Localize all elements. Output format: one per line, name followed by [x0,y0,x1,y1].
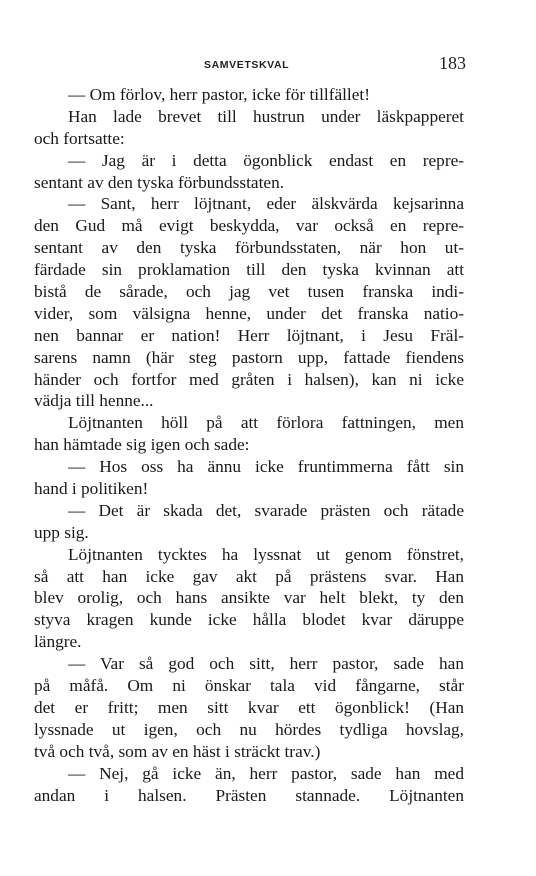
text-line: — Nej, gå icke än, herr pastor, sade han med [68,763,464,783]
running-title: SAMVETSKVAL [204,59,290,71]
text-line: den Gud må evigt beskydda, var också en repre- [34,216,464,236]
text-line: Löjtnanten höll på att förlora fattningen, men [68,413,464,433]
text-line: upp sig. [34,522,89,542]
text-line: — Var så god och sitt, herr pastor, sade han [68,654,464,674]
text-line: och fortsatte: [34,128,125,148]
text-line: bistå de sårade, och jag vet tusen franska indi- [34,282,464,302]
text-line: vider, som välsigna henne, under det franska natio- [34,303,464,323]
text-line: Löjtnanten tycktes ha lyssnat ut genom fönstret, [68,544,464,564]
text-line: sentant av den tyska förbundsstaten, när hon ut- [34,238,464,258]
text-line: — Hos oss ha ännu icke fruntimmerna fått sin [68,457,464,477]
text-line: färdade sin proklamation till den tyska kvinnan att [34,260,464,280]
text-line: blev orolig, och hans ansikte var helt blekt, ty den [34,588,464,608]
text-line: — Om förlov, herr pastor, icke för tillfället! [68,85,370,104]
page-number: 183 [439,53,466,73]
text-line: han hämtade sig igen och sade: [34,435,250,455]
text-line: det er fritt; men sitt kvar ett ögonblick! (Han [34,697,464,717]
text-line: på måfå. Om ni önskar tala vid fångarne, står [34,676,464,696]
text-line: vädja till henne... [34,391,154,411]
text-line: — Sant, herr löjtnant, eder älskvärda kejsarinna [68,194,464,214]
text-line: längre. [34,632,82,652]
text-line: nen bannar er nation! Herr löjtnant, i Jesu Fräl- [34,325,464,345]
body-text [34,84,464,806]
text-line: hand i politiken! [34,479,149,499]
text-line: två och två, som av en häst i sträckt trav.) [34,741,321,761]
text-line: styva kragen kunde icke hålla blodet kvar däruppe [34,610,464,630]
text-line: sarens namn (här steg pastorn upp, fattade fiendens [34,347,464,367]
text-line: — Det är skada det, svarade prästen och rätade [68,500,464,520]
text-line: lyssnade ut igen, och nu hördes tydliga hovslag, [34,719,464,739]
text-line: Han lade brevet till hustrun under läskpapperet [68,106,464,126]
text-line: — Jag är i detta ögonblick endast en repre- [68,150,464,170]
text-line: andan i halsen. Prästen stannade. Löjtnanten [34,785,464,805]
text-line: sentant av den tyska förbundsstaten. [34,172,285,192]
text-line: så att han icke gav akt på prästens svar. Han [34,566,464,586]
text-line: händer och fortfor med gråten i halsen), kan ni icke [34,369,464,389]
